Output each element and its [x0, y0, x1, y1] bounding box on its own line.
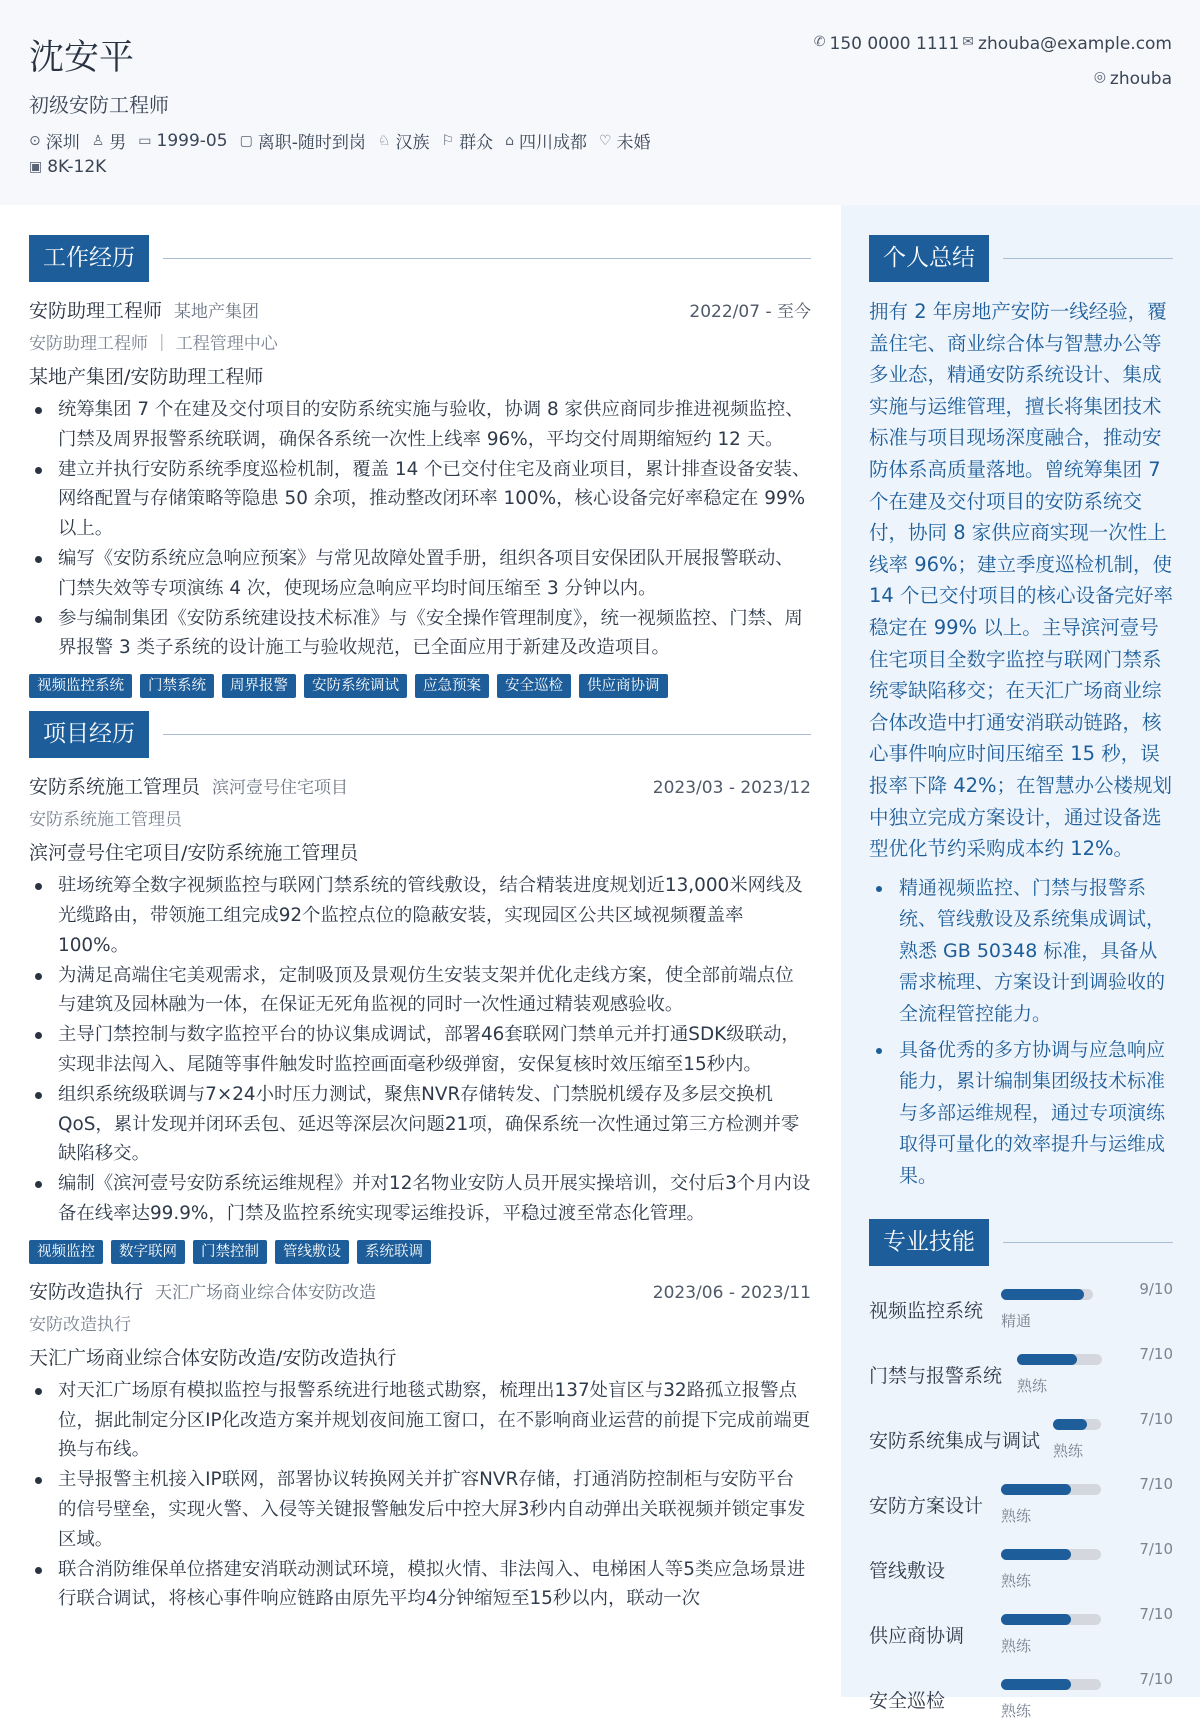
- heart-icon: ♡: [598, 132, 612, 149]
- skill-level-bar: [1017, 1354, 1102, 1365]
- entry-summary-line: 某地产集团/安防助理工程师: [29, 366, 264, 388]
- flag-icon: ⚐: [441, 132, 455, 149]
- entry-title-group: [29, 296, 259, 323]
- skill-level-fill: [1001, 1549, 1071, 1560]
- bullet-item: 参与编制集团《安防系统建设技术标准》与《安全操作管理制度》，统一视频监控、门禁、周界报警 3 类子系统的设计施工与验收规范，已全面应用于新建及改造项目。: [29, 604, 811, 664]
- skill-score: 9/10: [1139, 1279, 1173, 1298]
- skill-name: 视频监控系统: [869, 1299, 984, 1322]
- summary-bullet: 精通视频监控、门禁与报警系统、管线敷设及系统集成调试，熟悉 GB 50348 标准，具备从需求梳理、方案设计到调验收的全流程管控能力。: [869, 873, 1173, 1031]
- calendar-icon: ▭: [138, 132, 152, 149]
- entry-role: 安防系统施工管理员: [29, 776, 201, 799]
- work-section-title: 工作经历: [29, 235, 149, 282]
- skill-level-label: 熟练: [1001, 1636, 1032, 1655]
- entry-summary-line: 天汇广场商业综合体安防改造/安防改造执行: [29, 1346, 397, 1369]
- summary-section-header: [869, 235, 1173, 282]
- skills-section-title: 专业技能: [869, 1219, 989, 1266]
- skill-row: [869, 1670, 1173, 1735]
- skill-tag: 供应商协调: [579, 674, 668, 698]
- skill-row: [869, 1410, 1173, 1475]
- skill-tag: 视频监控系统: [29, 674, 132, 698]
- skill-name: 供应商协调: [869, 1624, 965, 1647]
- personal-info-text: 深圳: [45, 133, 80, 153]
- section-divider: [1003, 1242, 1173, 1243]
- skill-row: [869, 1540, 1173, 1605]
- section-divider: [163, 734, 811, 735]
- entry-date: 2022/07 - 至今: [689, 302, 811, 322]
- phone-text[interactable]: 150 0000 1111: [829, 34, 960, 54]
- personal-info-text: 群众: [459, 133, 494, 153]
- candidate-title: 初级安防工程师: [29, 93, 169, 117]
- entry-bullets: [29, 871, 811, 1229]
- skill-tag: 安全巡检: [497, 674, 571, 698]
- skill-level-bar: [1001, 1289, 1093, 1300]
- skill-tag: 周界报警: [222, 674, 296, 698]
- skill-level-fill: [1017, 1354, 1077, 1365]
- bullet-item: 为满足高端住宅美观需求，定制吸顶及景观仿生安装支架并优化走线方案，使全部前端点位与建筑及园林融为一体，在保证无死角监视的同时一次性通过精装观感验收。: [29, 961, 811, 1021]
- resume-header: [0, 0, 1200, 205]
- email-text[interactable]: zhouba@example.com: [978, 34, 1172, 54]
- entry-date: 2023/03 - 2023/12: [652, 778, 811, 799]
- home-icon: ⌂: [505, 132, 514, 149]
- personal-info-item: [599, 128, 651, 153]
- bullet-item: 建立并执行安防系统季度巡检机制，覆盖 14 个已交付住宅及商业项目，累计排查设备安装、网络配置与存储策略等隐患 50 余项，推动整改闭环率 100%，核心设备完好率稳定在 99% 以上。: [29, 455, 811, 544]
- personal-info-item: [442, 128, 494, 153]
- skill-tag: 视频监控: [29, 1240, 103, 1264]
- personal-info-text: 离职-随时到岗: [257, 133, 366, 153]
- entry-organization: 天汇广场商业综合体安防改造: [155, 1282, 377, 1303]
- entry-title-group: [29, 772, 348, 799]
- candidate-name: 沈安平: [29, 38, 135, 78]
- skill-score: 7/10: [1139, 1409, 1173, 1428]
- entry-bullets: [29, 395, 811, 663]
- briefcase-icon: ▢: [239, 132, 253, 149]
- contact-row: [814, 34, 1172, 54]
- entry-organization: 某地产集团: [174, 302, 260, 322]
- wechat-text: zhouba: [1109, 69, 1172, 89]
- skills-section-header: [869, 1219, 1173, 1266]
- skill-tag: 数字联网: [111, 1240, 185, 1264]
- bullet-item: 主导门禁控制与数字监控平台的协议集成调试，部署46套联网门禁单元并打通SDK级联动，实现非法闯入、尾随等事件触发时监控画面毫秒级弹窗，安保复核时效压缩至15秒内。: [29, 1020, 811, 1080]
- skill-level-fill: [1053, 1419, 1087, 1430]
- entry-header: [29, 1277, 811, 1304]
- entry-organization: 滨河壹号住宅项目: [212, 778, 349, 799]
- skill-name: 安防系统集成与调试: [869, 1429, 1041, 1452]
- summary-text: 拥有 2 年房地产安防一线经验，覆盖住宅、商业综合体与智慧办公等多业态，精通安防系统设计、集成实施与运维管理，擅长将集团技术标准与项目现场深度融合，推动安防体系高质量落地。曾统筹集团 7 个在建及交付项目的安防系统交付，协同 8 家供应商实现一次性上线率 96%；建立季度巡检机制，使 14 个已交付项目的核心设备完好率稳定在 99% 以上。主导滨河壹号住宅项目全数字监控与联网门禁系统零缺陷移交；在天汇广场商业综合体改造中打通安消联动链路，核心事件响应时间压缩至 15 秒，误报率下降 42%；在智慧办公楼规划中独立完成方案设计，通过设备选型优化节约采购成本约 12%。: [869, 300, 1174, 861]
- summary-bullets: [869, 873, 1173, 1193]
- skill-tag: 门禁系统: [140, 674, 214, 698]
- skill-level-bar: [1001, 1614, 1101, 1625]
- entry-subtitle: 安防助理工程师 ｜ 工程管理中心: [29, 334, 278, 354]
- bullet-item: 主导报警主机接入IP联网，部署协议转换网关并扩容NVR存储，打通消防控制柜与安防平台的信号壁垒，实现火警、入侵等关键报警触发后中控大屏3秒内自动弹出关联视频并锁定事发区域。: [29, 1465, 811, 1554]
- salary-text: 8K-12K: [47, 157, 107, 177]
- person-icon: ♙: [91, 132, 105, 149]
- personal-info-item: [505, 128, 587, 153]
- bullet-item: 编写《安防系统应急响应预案》与常见故障处置手册，组织各项目安保团队开展报警联动、门禁失效等专项演练 4 次，使现场应急响应平均时间压缩至 3 分钟以内。: [29, 544, 811, 604]
- skill-name: 门禁与报警系统: [869, 1364, 1003, 1387]
- skill-level-label: 熟练: [1053, 1441, 1084, 1460]
- skill-level-fill: [1001, 1484, 1071, 1495]
- salary-row: [29, 157, 118, 177]
- entry-tags: [29, 1240, 811, 1264]
- skill-level-label: 熟练: [1001, 1571, 1032, 1590]
- personal-info-text: 未婚: [616, 133, 651, 153]
- entry-summary-line: 滨河壹号住宅项目/安防系统施工管理员: [29, 842, 359, 865]
- bullet-item: 对天汇广场原有模拟监控与报警系统进行地毯式勘察，梳理出137处盲区与32路孤立报警点位，据此制定分区IP化改造方案并规划夜间施工窗口，在不影响商业运营的前提下完成前端更换与布线。: [29, 1376, 811, 1465]
- skill-score: 7/10: [1139, 1669, 1173, 1688]
- skill-score: 7/10: [1139, 1474, 1173, 1493]
- mail-icon: ✉: [962, 34, 975, 50]
- skill-level-fill: [1001, 1289, 1084, 1300]
- phone-icon: ✆: [813, 34, 826, 50]
- bullet-item: 统筹集团 7 个在建及交付项目的安防系统实施与验收，协调 8 家供应商同步推进视频监控、门禁及周界报警系统联调，确保各系统一次性上线率 96%，平均交付周期缩短约 12 天。: [29, 395, 811, 455]
- section-divider: [1003, 258, 1173, 259]
- skill-level-label: 熟练: [1001, 1701, 1032, 1720]
- section-divider: [163, 258, 811, 259]
- entry-bullets: [29, 1376, 811, 1614]
- summary-bullet: 具备优秀的多方协调与应急响应能力，累计编制集团级技术标准与多部运维规程，通过专项演练取得可量化的效率提升与运维成果。: [869, 1035, 1173, 1193]
- skill-tag: 系统联调: [357, 1240, 431, 1264]
- skill-level-bar: [1001, 1549, 1101, 1560]
- bullet-item: 组织系统级联调与7×24小时压力测试，聚焦NVR存储转发、门禁脱机缓存及多层交换机QoS，累计发现并闭环丢包、延迟等深层次问题21项，确保系统一次性通过第三方检测并零缺陷移交。: [29, 1080, 811, 1169]
- summary-section-title: 个人总结: [869, 235, 989, 282]
- personal-info-text: 1999-05: [156, 130, 228, 151]
- salary-item: [29, 157, 106, 177]
- personal-info-text: 男: [109, 133, 127, 153]
- skill-tag: 门禁控制: [193, 1240, 267, 1264]
- skill-name: 安防方案设计: [869, 1494, 984, 1517]
- work-section-header: [29, 235, 811, 282]
- skill-level-fill: [1001, 1614, 1071, 1625]
- skill-tag: 应急预案: [415, 674, 489, 698]
- skill-name: 管线敷设: [869, 1559, 946, 1582]
- skill-row: [869, 1345, 1173, 1410]
- personal-info-item: [378, 128, 430, 153]
- entry-title-group: [29, 1277, 376, 1304]
- entry-tags: [29, 674, 811, 698]
- skill-row: [869, 1475, 1173, 1540]
- personal-info-row: [29, 128, 663, 153]
- skill-row: [869, 1280, 1173, 1345]
- personal-info-item: [240, 128, 366, 153]
- entry-role: 安防助理工程师: [29, 300, 163, 322]
- skill-level-bar: [1001, 1679, 1101, 1690]
- personal-info-text: 汉族: [395, 133, 430, 153]
- skill-level-fill: [1001, 1679, 1071, 1690]
- location-icon: ⊙: [29, 132, 41, 149]
- skill-level-label: 精通: [1001, 1311, 1032, 1330]
- money-icon: ▣: [29, 159, 43, 175]
- project-list: [29, 772, 811, 1614]
- wechat-row: [1094, 69, 1172, 89]
- skill-level-bar: [1001, 1484, 1101, 1495]
- entry-header: [29, 772, 811, 799]
- personal-info-text: 四川成都: [518, 133, 587, 153]
- skill-level-label: 熟练: [1001, 1506, 1032, 1525]
- skill-score: 7/10: [1139, 1539, 1173, 1558]
- skill-row: [869, 1605, 1173, 1670]
- skill-score: 7/10: [1139, 1604, 1173, 1623]
- project-entry: [29, 1277, 811, 1614]
- main-column: [29, 235, 811, 1614]
- work-list: [29, 296, 811, 698]
- skill-list: [869, 1280, 1173, 1735]
- project-section-header: [29, 711, 811, 758]
- wechat-icon: ◎: [1093, 69, 1106, 85]
- personal-info-item: [92, 128, 127, 153]
- bullet-item: 联合消防维保单位搭建安消联动测试环境，模拟火情、非法闯入、电梯困人等5类应急场景进行联合调试，将核心事件响应链路由原先平均4分钟缩短至15秒以内，联动一次: [29, 1555, 811, 1615]
- sidebar-column: [841, 205, 1200, 1720]
- entry-subtitle: 安防系统施工管理员: [29, 810, 182, 831]
- personal-info-item: [29, 128, 80, 153]
- skill-score: 7/10: [1139, 1344, 1173, 1363]
- entry-subtitle: 安防改造执行: [29, 1314, 131, 1335]
- skill-name: 安全巡检: [869, 1689, 946, 1712]
- skill-level-label: 熟练: [1017, 1376, 1048, 1395]
- entry-date: 2023/06 - 2023/11: [652, 1282, 811, 1303]
- project-section-title: 项目经历: [29, 711, 149, 758]
- skill-tag: 管线敷设: [275, 1240, 349, 1264]
- job-entry: [29, 296, 811, 698]
- skill-tag: 安防系统调试: [304, 674, 407, 698]
- personal-info-item: [138, 131, 227, 151]
- entry-role: 安防改造执行: [29, 1280, 144, 1303]
- project-entry: [29, 772, 811, 1264]
- bullet-item: 编制《滨河壹号安防系统运维规程》并对12名物业安防人员开展实操培训，交付后3个月内设备在线率达99.9%，门禁及监控系统实现零运维投诉，平稳过渡至常态化管理。: [29, 1169, 811, 1229]
- bullet-item: 驻场统筹全数字视频监控与联网门禁系统的管线敷设，结合精装进度规划近13,000米网线及光缆路由，带领施工组完成92个监控点位的隐蔽安装，实现园区公共区域视频覆盖率100%。: [29, 871, 811, 960]
- entry-header: [29, 296, 811, 323]
- group-icon: ♘: [377, 132, 391, 149]
- skill-level-bar: [1053, 1419, 1101, 1430]
